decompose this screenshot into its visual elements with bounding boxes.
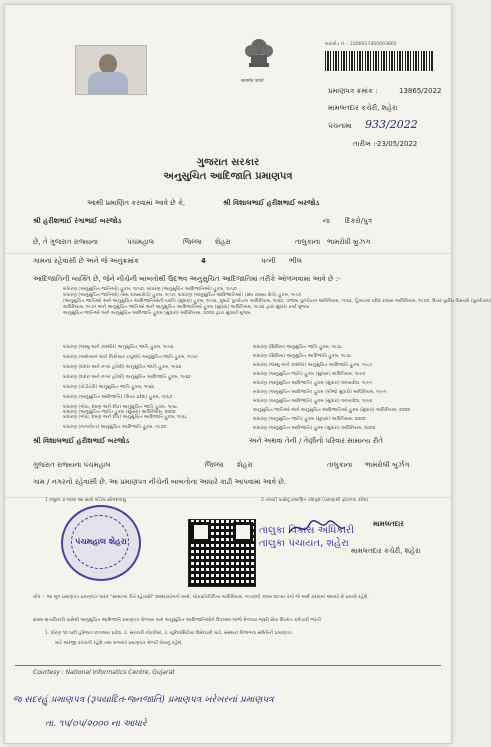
order-item-last: બંધારણ (અનુસુચિત જાતિ) હુકમ (સુધારા) અધિનિયમ, ૨૦૦૨	[63, 410, 176, 415]
orders-right-column	[253, 345, 445, 435]
courtesy-footer: Courtesy : National Informatics Centre, Gujarat	[33, 669, 175, 676]
order-item: બંધારણ (અનુસુચિત આદિજાતિ) (ઉત્તર પ્રદેશ) હુકમ, ૧૯૬૭	[63, 395, 173, 400]
resident-district: શેહરા	[237, 461, 253, 469]
tribe-name: ભીલ	[289, 257, 302, 265]
office-name: મામલતદાર કચેરી, શહેરા	[328, 104, 398, 112]
legal-line: (અનુસુચિત જાતિઓ અને અનુસુચિત આદિજાતિઓની યાદી) (સુધારા) હુકમ, ૧૯૫૬, મુંબઈ પુનર્રચના અધિનિયમ, ૧૯૬૦, પંજાબ પુનર્રચના અધિનિયમ, ૧૯૬૬, હિમાચલ પ્રદેશ રાજ્ય અધિનિયમ, ૧૯૭૦, ઉત્તર-પુર્વીય વિસ્તારો (પુનર્રચના)	[63, 299, 491, 304]
line4-prefix: ગામના રહેવાસી છે અને જે અનુક્રમાંક	[33, 257, 139, 265]
patti-label: પત્ની	[261, 257, 276, 265]
resident-taluka-label: તાલુકાના	[327, 461, 353, 469]
order-item: અનુસુચિત જાતિઓ અને અનુસુચિત આદિજાતિઓ હુકમ (સુધારા) અધિનિયમ, ૨૦૦૨	[253, 408, 411, 413]
district-label: જિલ્લા	[183, 238, 202, 246]
order-item: બંધારણ (ગોવા, દમણ અને દીવ) અનુસુચિત આદિજાતિ હુકમ, ૧૯૬૮	[63, 415, 188, 420]
handwritten-note-2: તા. ૧૫/૦૫/૨૦૦૦ ના આધારે	[45, 719, 147, 729]
relation-label: ના	[323, 217, 330, 225]
government-heading: ગુજરાત સરકાર	[196, 157, 260, 168]
barcode	[325, 51, 433, 71]
order-item: બંધારણ (અનુસુચિત જાતિ) હુકમ (સુધારા) અધિનિયમ, ૨૦૦૨	[253, 417, 366, 422]
line1-prefix: આથી પ્રમાણિત કરવામાં આવે છે કે,	[87, 199, 186, 207]
order-item: બંધારણ (સિક્કિમ) અનુસુચિત આદિજાતિ હુકમ, ૧૯૭૮	[253, 354, 352, 359]
stamp-line-1: તાલુકા વિકાસ અધિકારી	[259, 525, 354, 536]
signatory-title: મામલતદાર	[373, 520, 404, 528]
basis-item-1: 1 નમુના ૭-૧૨માં આ સાથે બીડેલ સોગંદનામું	[45, 498, 126, 503]
order-item: બંધારણ (આંદામાન અને નિકોબાર ટાપુઓ) અનુસુચિત જાતિ હુકમ, ૧૯૫૯	[63, 355, 198, 360]
barcode-number: બારકોડ નં. : 2200017400003865	[325, 42, 397, 47]
date-value: 23/05/2022	[377, 140, 418, 148]
resident-taluka: ભામરોલી બુર્ઝગ	[365, 461, 410, 469]
legal-line: અનુસુચિત જાતિઓ અને અનુસુચિત આદિજાતિ હુકમ (સુધારા) અધિનિયમ, ૨૦૦૨ દ્વારા સુધાર્યા મુજબ	[63, 311, 251, 316]
footer-divider	[15, 665, 441, 666]
order-item: બંધારણ (અનુસુચિત આદિજાતિ) હુકમ (સુધારા) અધિનિયમ, ૨૦૦૨	[253, 426, 376, 431]
father-name: શ્રી હરીશભાઈ રંગાભાઈ બરજોડ	[33, 217, 122, 225]
relation: દિકરો/પુત્ર	[345, 217, 373, 225]
signature-scribble-icon	[287, 517, 347, 539]
taluka-label: તાલુકાના	[295, 238, 321, 246]
note-4: માટે અરજી કરવાની રહેશે તથા મળનાર પ્રમાણપત્ર મેળવી લેવાનું રહેશે.	[55, 641, 183, 646]
basis-item-2: 2 તલાટી પાસેનું પ્રમાણિત વંશવૃક્ષ (પરાણાથી ફાઇનલ કરેલ)	[261, 498, 369, 503]
signatory-office: મામલતદાર કચેરી, શહેરા	[351, 547, 421, 555]
order-item: બંધારણ (નાગાલેન્ડ) અનુસુચિત આદિજાતિ હુકમ, ૧૯૭૦	[63, 425, 167, 430]
resident-name: શ્રી વિશાલભાઈ હરીશભાઈ બરજોડ	[33, 437, 130, 445]
emblem-caption: सत्यमेव जयते	[241, 79, 264, 84]
state-district-place: પંચમહાલ	[127, 238, 155, 246]
note-2: સક્ષમ સત્તાધિકારી પાસેથી અનુસુચિત આદિજાતિ પ્રમાણપત્ર મેળવ્યા બાદ અનુસુચિત આદિજાતિઓને ઉપલબ્ધ લાભો મેળવવા જરૂરી સેવા ઉપરાંત કર્મચારી ભરતી	[33, 618, 321, 623]
order-item: બંધારણ (અનુસુચિત આદિજાતિ) હુકમ (બીજો સુધારો) અધિનિયમ, ૧૯૯૧	[253, 390, 387, 395]
certificate-title: અનુસુચિત આદિજાતિ પ્રમાણપત્ર	[163, 171, 293, 182]
register-label: પંચનામા	[328, 122, 352, 130]
date-label: તારીખ :-	[353, 140, 378, 148]
stamp-line-2: તાલુકા પંચાયત, શહેરા	[259, 538, 349, 549]
order-item: બંધારણ (જમ્મુ અને કાશ્મીર) અનુસુચિત આદિજાતિ હુકમ, ૧૯૮૯	[253, 363, 373, 368]
certificate-page	[4, 4, 491, 744]
seal-text: પંચમહાલ શેહરા	[75, 537, 127, 546]
order-item: બંધારણ (અનુસુચિત જાતિ) હુકમ (સુધારા) અધિનિયમ, ૧૯૯૦	[253, 372, 366, 377]
register-number: 933/2022	[365, 118, 418, 131]
line5: આદિજાતિની વ્યક્તિ છે, જેને નીચેની બાબતોથી ઉદભવ અનુસુચિત આદિજાતિમાં તરીકે ઓળખવામાં આવે છે :-	[33, 275, 341, 283]
order-item: બંધારણ (પોંડીચેરી) અનુસુચિત જાતિ હુકમ, ૧૯૬૪	[63, 385, 155, 390]
resident-district-label: જિલ્લા	[205, 461, 224, 469]
cert-number-label: પ્રમાણપત્ર ક્રમાંક :	[328, 87, 378, 95]
handwritten-note-1: જ સદરહું પ્રમાણપત્ર (રૂપયાદિત-જનજાતિ) પ્રમાણપત્ર ખરેખરનાં પ્રમાણપત્ર	[13, 695, 274, 705]
order-item: બંધારણ (દાદરા અને નગર હવેલી) અનુસુચિત આદિજાતિ હુકમ, ૧૯૬૨	[63, 375, 191, 380]
orders-left-column	[63, 345, 243, 435]
order-item: બંધારણ (અનુસુચિત આદિજાતિ) હુકમ (સુધારા) અધ્યાદેશ, ૧૯૯૬	[253, 399, 373, 404]
taluka-value: ભામરોધી બ્રુઝગ	[327, 238, 371, 246]
legal-line: બંધારણ (અનુસુચિત જાતિઓ) (સંઘ રાજ્યક્ષેત્રો) હુકમ, ૧૯૫૧, બંધારણ (અનુસુચિત આદિજાતિઓ) (સંઘ રાજ્ય ક્ષેત્રો) હુકમ, ૧૯૫૧	[63, 293, 302, 298]
applicant-photo	[75, 45, 147, 95]
paper-fold	[5, 253, 451, 254]
line3-prefix: છે, તે ગુજરાત રાજ્યના	[33, 238, 98, 246]
resident-suffix: અને અથવા તેની / તેણીનો પરિવાર સામાન્ય રીતે	[249, 437, 383, 445]
district-value: શેહરા	[215, 238, 231, 246]
legal-references	[63, 287, 491, 317]
note-3: 1. ધોરણ ૧૦ પછી હરિજન છાત્રાલય પ્રવેશ, 2. સરકારી નોકરીમાં, 3. યુનિવર્સિટીમાં ઉમેદવારી માટે, સંસ્થાન વિભાગના સમિતિને પ્રમાણપત્ર	[45, 631, 292, 636]
holder-name: શ્રી વિશાલભાઈ હરીશભાઈ બરજોડ	[223, 199, 320, 207]
order-item: બંધારણ (અનુસુચિત આદિજાતિ) હુકમ (સુધારા) અધ્યાદેશ, ૧૯૯૧	[253, 381, 372, 386]
order-item: બંધારણ (જમ્મુ અને કાશ્મીર) અનુસુચિત જાતિ હુકમ, ૧૯૫૬	[63, 345, 174, 350]
legal-line: અધિનિયમ, ૧૯૭૧ અને અનુસુચિત જાતિઓ અને અનુસુચિત આદિજાતિઓ હુકમ (સુધારા) અધિનિયમ, ૧૯૭૬ દ્વારા સુધારા કર્યા મુજબ	[63, 305, 310, 310]
resident-line3: ગામ / નગરનો રહેવાસી છે. આ પ્રમાણપત્ર નીચેની બાબતોના આધારે કાઢી આપવામાં આવે છે.	[33, 478, 286, 486]
order-item: બંધારણ (ગોવા, દમણ અને દીવ) અનુસુચિત જાતિ હુકમ, ૧૯૬૮	[63, 405, 178, 410]
order-item: બંધારણ (દાદરા અને નગર હવેલી) અનુસુચિત જાતિ હુકમ, ૧૯૬૨	[63, 365, 182, 370]
qr-code	[188, 519, 256, 587]
note-1: નોંધ :- આ મૂળ પ્રમાણપત્ર પ્રમાણપત્ર ધારક "સામાન્ય રીતે રહેવાસી" શબ્દપ્રયોગનો અર્થ, લોકપ્રતિનિધિત્વ અધિનિયમ, ૧૯૫૦ની કલમ ૨૦-માં તેનો જે અર્થ કરવામાં આવ્યો છે પ્રમાણે રહેશે.	[33, 595, 369, 600]
official-round-seal	[61, 505, 141, 581]
cert-number: 13865/2022	[399, 87, 442, 95]
legal-line: બંધારણ (અનુસુચિત જાતિઓ) હુકમ, ૧૯૫૦, બંધારણ (અનુસુચિત આદિજાતિઓ) હુકમ, ૧૯૫૦	[63, 287, 237, 292]
serial-number: 4	[201, 257, 206, 265]
order-item: બંધારણ (સિક્કિમ) અનુસુચિત જાતિ હુકમ, ૧૯૭૮	[253, 345, 343, 350]
resident-state: ગુજરાત રાજ્યના પંચમહાલ	[33, 461, 111, 469]
national-emblem-icon	[239, 33, 279, 77]
